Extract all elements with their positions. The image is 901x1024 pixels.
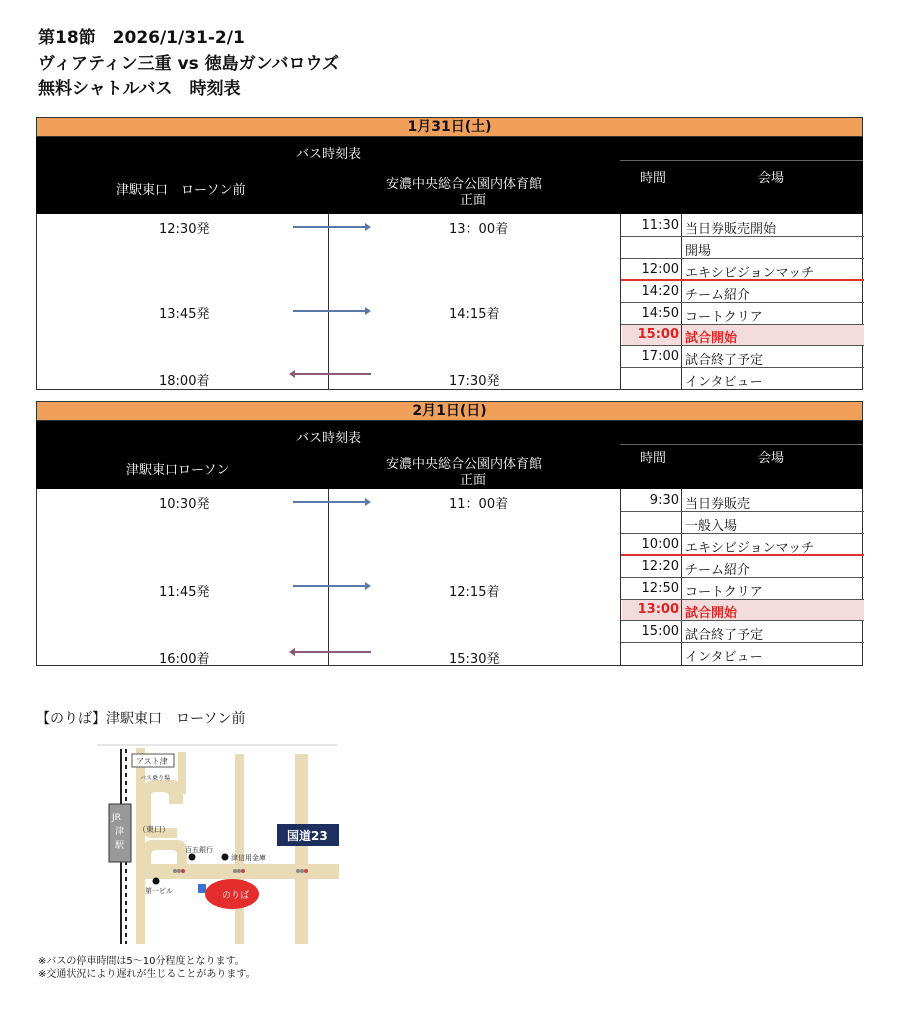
- arrow-right-icon: [293, 310, 365, 312]
- schedule-event: 一般入場: [685, 519, 738, 534]
- arrow-right-icon: [293, 585, 365, 587]
- bus-dep: 11:45発: [159, 585, 210, 600]
- bus-timetable-label: バス時刻表: [296, 147, 362, 162]
- noriba-label: のりば: [222, 891, 250, 901]
- schedule-event-highlight: 試合開始: [685, 331, 738, 346]
- schedule-time: 14:20: [641, 284, 679, 299]
- bus-arr-return: 18:00着: [159, 374, 210, 389]
- route-23-label: 国道23: [287, 829, 328, 843]
- aster-label: アスト津: [136, 757, 168, 766]
- timetable-grid: [36, 489, 863, 666]
- col-time: 時間: [640, 171, 667, 186]
- col-venue: 会場: [758, 171, 785, 186]
- schedule-time: 12:20: [641, 559, 679, 574]
- schedule-event: 当日券販売開始: [685, 222, 777, 237]
- bus-dep: 12:30発: [159, 222, 210, 237]
- schedule-event-highlight: 試合開始: [685, 606, 738, 621]
- day-date: 1月31日(土): [36, 117, 863, 137]
- match-title: ヴィアティン三重 vs 徳島ガンバロウズ: [38, 54, 339, 74]
- schedule-event: 試合終了予定: [685, 353, 764, 368]
- bus-arr-return: 16:00着: [159, 652, 210, 667]
- table-header: [36, 421, 863, 489]
- note-stop-time: ※バスの停車時間は5～10分程度となります。: [38, 956, 245, 967]
- schedule-event: チーム紹介: [685, 288, 751, 303]
- schedule-time: 17:00: [641, 349, 679, 364]
- schedule-time: 10:00: [641, 537, 679, 552]
- day-date: 2月1日(日): [36, 401, 863, 421]
- east-exit-label: （東口）: [138, 825, 170, 834]
- schedule-event: 試合終了予定: [685, 628, 764, 643]
- jr-label: JR: [112, 813, 121, 823]
- bus-arr: 14:15着: [449, 307, 500, 322]
- schedule-event: コートクリア: [685, 310, 763, 325]
- schedule-event: チーム紹介: [685, 563, 751, 578]
- bus-timetable-label: バス時刻表: [296, 431, 362, 446]
- destination-label: 安濃中央総合公園内体育館: [386, 177, 543, 192]
- building-label: 第一ビル: [145, 887, 173, 895]
- schedule-event: 当日券販売: [685, 497, 751, 512]
- col-time: 時間: [640, 451, 667, 466]
- map-graphic: [97, 744, 339, 944]
- schedule-time: 15:00: [641, 624, 679, 639]
- bus-dep-return: 15:30発: [449, 652, 500, 667]
- arrow-right-icon: [293, 501, 365, 503]
- schedule-time: 12:50: [641, 581, 679, 596]
- bus-stop-label: バス乗り場: [140, 775, 171, 782]
- bank1-label: 百五銀行: [185, 846, 213, 854]
- day-block-2: [36, 401, 863, 666]
- note-traffic: ※交通状況により遅れが生じることがあります。: [38, 969, 256, 980]
- jr-tsu-label: 津: [115, 827, 125, 837]
- bus-dep: 13:45発: [159, 307, 210, 322]
- schedule-time: 14:50: [641, 306, 679, 321]
- destination-label: 安濃中央総合公園内体育館: [386, 457, 543, 472]
- schedule-event: エキシビジョンマッチ: [685, 266, 815, 281]
- arrow-left-icon: [295, 651, 371, 653]
- table-header: [36, 137, 863, 214]
- day-block-1: [36, 117, 863, 390]
- bus-dep-return: 17:30発: [449, 374, 500, 389]
- schedule-time-highlight: 13:00: [637, 602, 679, 617]
- schedule-event: エキシビジョンマッチ: [685, 541, 815, 556]
- schedule-time-highlight: 15:00: [637, 327, 679, 342]
- origin-label: 津駅東口 ローソン前: [116, 183, 246, 198]
- bus-arr: 13：00着: [449, 222, 509, 237]
- timetable-grid: [36, 214, 863, 390]
- bank2-label: 津信用金庫: [231, 854, 266, 862]
- boarding-title: 【のりば】津駅東口 ローソン前: [36, 711, 246, 727]
- origin-label: 津駅東口ローソン: [126, 463, 230, 478]
- destination-sub: 正面: [460, 473, 487, 488]
- bus-stop-icon: [198, 884, 206, 893]
- schedule-event: インタビュー: [685, 375, 763, 390]
- schedule-time: 9:30: [649, 493, 679, 508]
- schedule-time: 12:00: [641, 262, 679, 277]
- bus-dep: 10:30発: [159, 497, 210, 512]
- bus-arr: 11：00着: [449, 497, 509, 512]
- arrow-left-icon: [295, 373, 371, 375]
- destination-sub: 正面: [460, 193, 487, 208]
- schedule-time: 11:30: [641, 218, 679, 233]
- page-title: 第18節 2026/1/31-2/1: [38, 28, 245, 48]
- bus-arr: 12:15着: [449, 585, 500, 600]
- arrow-right-icon: [293, 226, 365, 228]
- schedule-event: コートクリア: [685, 585, 763, 600]
- boarding-map: [97, 744, 339, 944]
- col-venue: 会場: [758, 451, 785, 466]
- schedule-event: 開場: [685, 244, 712, 259]
- timetable-title: 無料シャトルバス 時刻表: [38, 79, 241, 99]
- jr-eki-label: 駅: [115, 841, 125, 851]
- schedule-event: インタビュー: [685, 650, 763, 665]
